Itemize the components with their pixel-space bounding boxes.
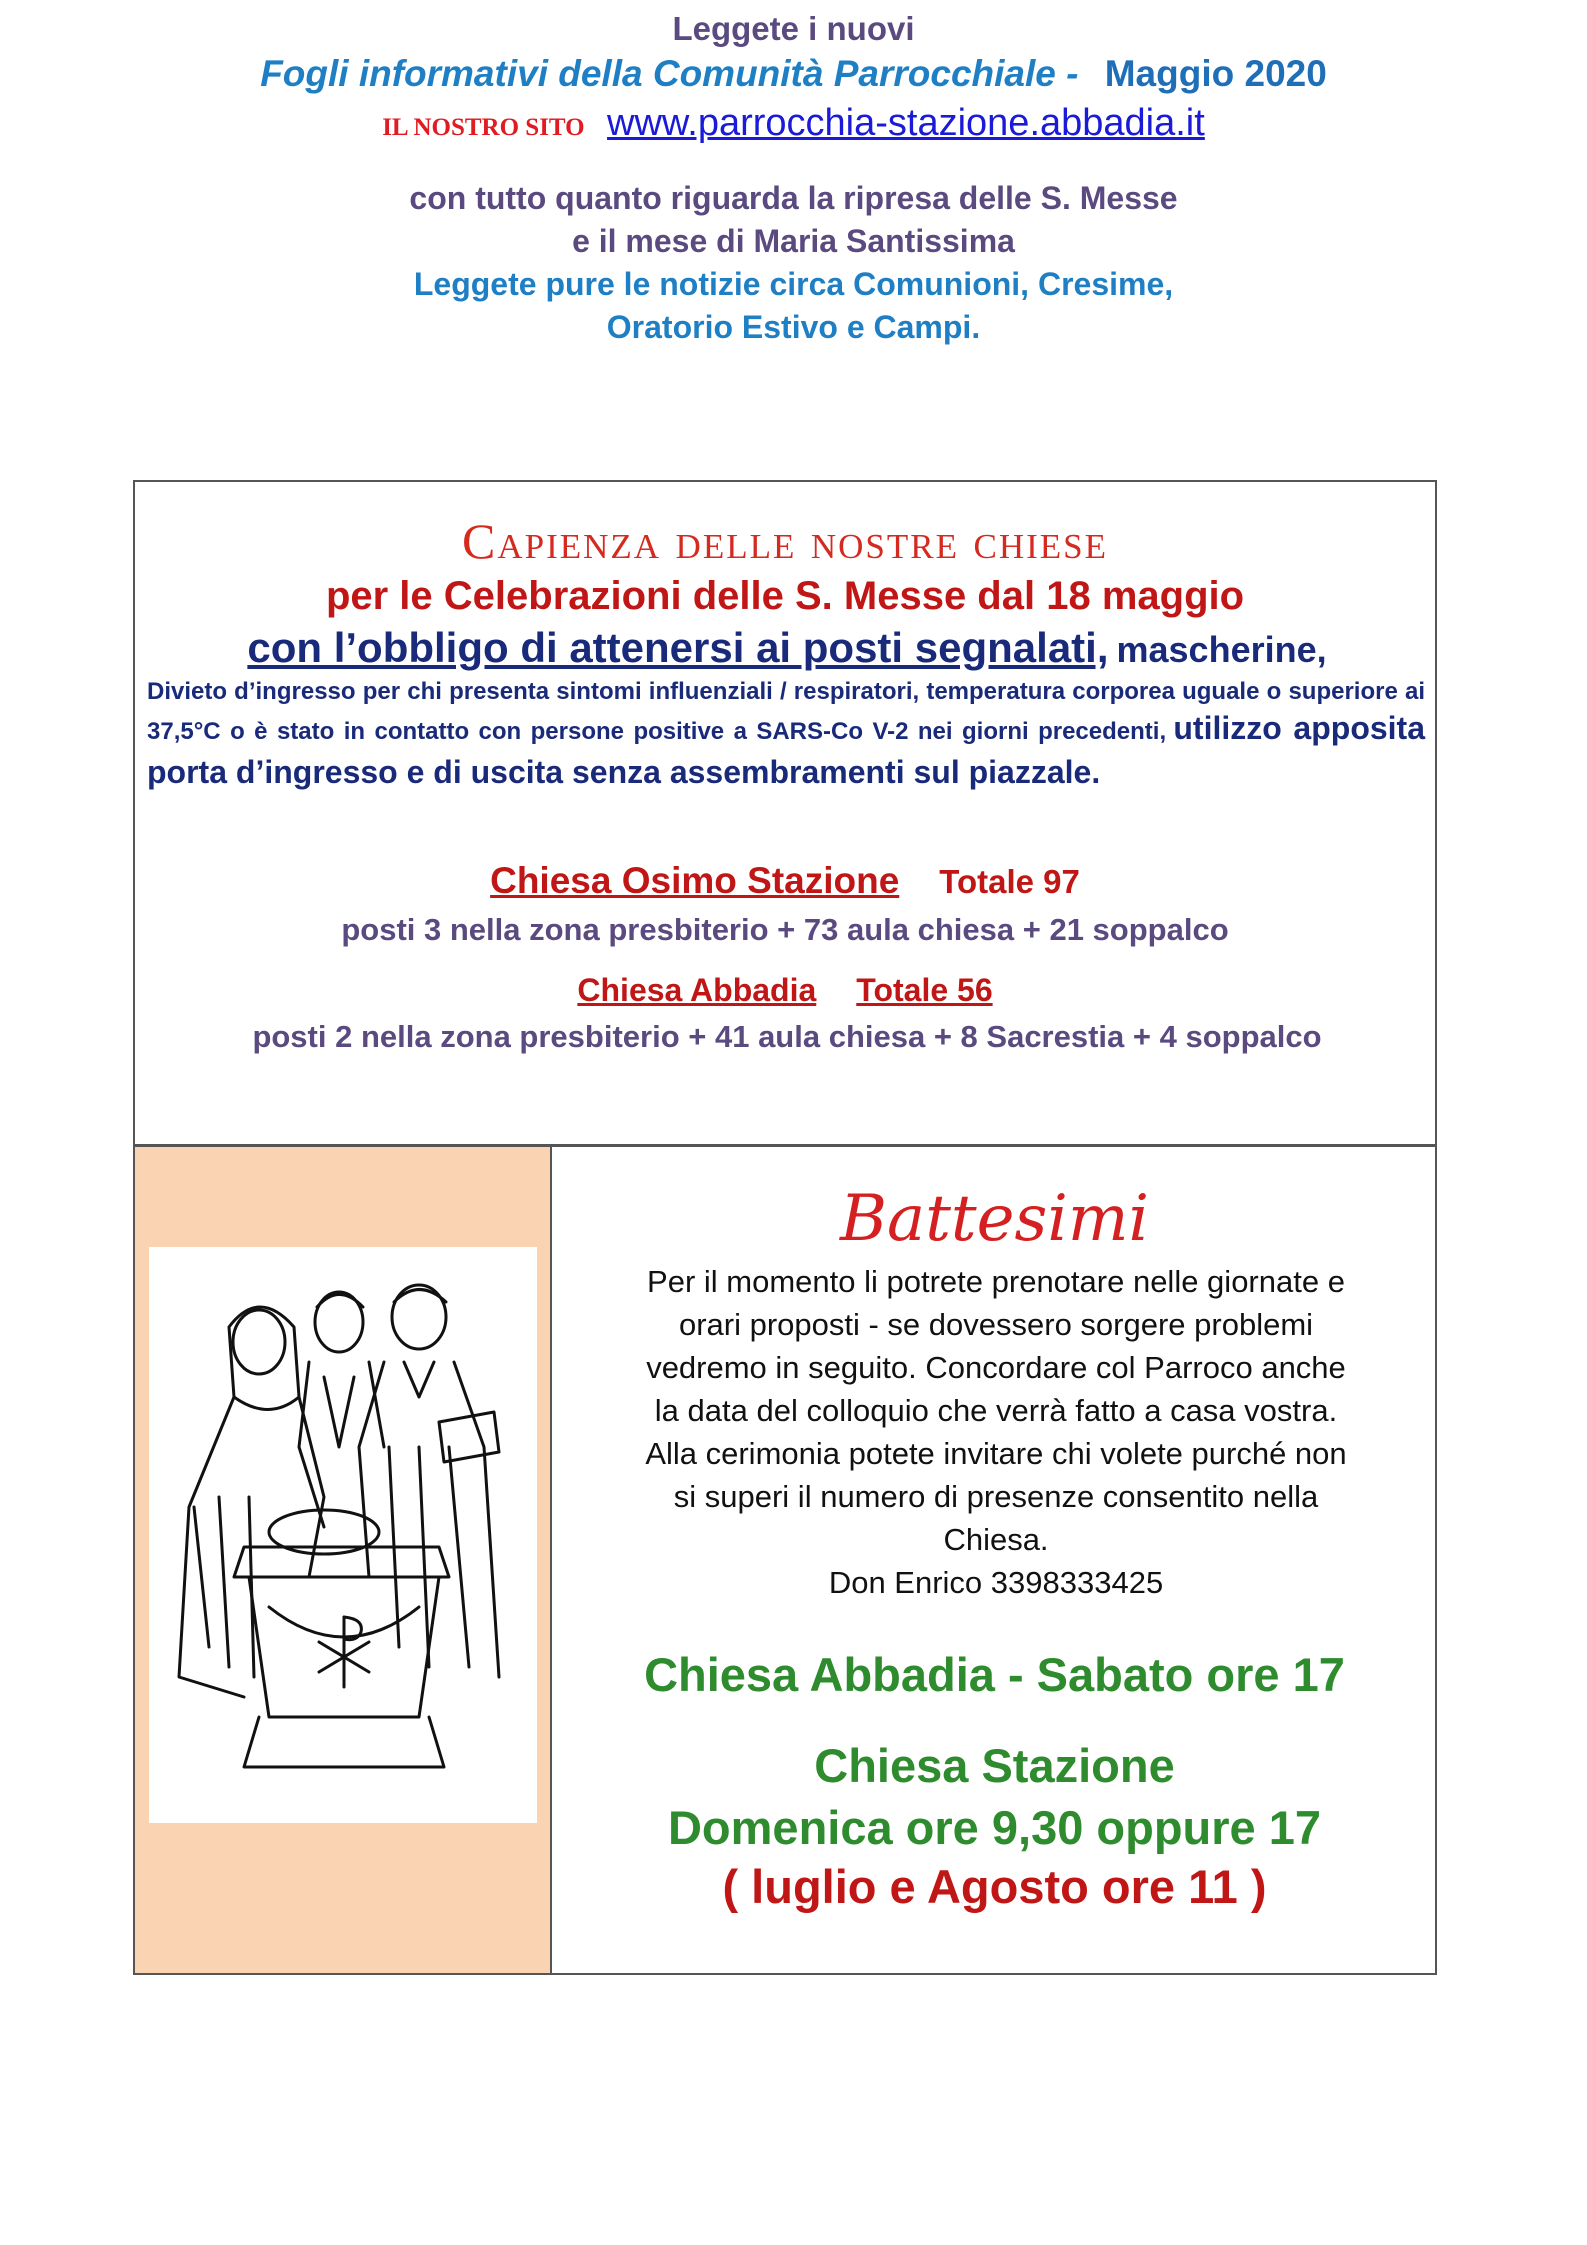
header-news-line2: Oratorio Estivo e Campi.	[606, 309, 981, 345]
battesimi-text-line: vedremo in seguito. Concordare col Parroco anche	[646, 1350, 1346, 1385]
site-line	[0, 102, 1587, 145]
baptism-illustration	[149, 1247, 537, 1823]
church-abbadia-name: Chiesa Abbadia	[577, 972, 817, 1008]
church-osimo-total: Totale 97	[939, 863, 1080, 900]
battesimi-text-line: Alla cerimonia potete invitare chi volete purché non	[645, 1436, 1347, 1471]
battesimi-box	[133, 1145, 1437, 1975]
header-news-info	[0, 263, 1587, 349]
battesimi-title: Battesimi	[840, 1182, 1149, 1256]
divieto-text: Divieto d’ingresso per chi presenta sintomi influenziali / respiratori, temperatura corporea uguale o superiore ai 37,5°C o è stato in contatto con persone positive a SARS-Co V-2 nei giorni precedenti,	[147, 678, 1425, 745]
battesimi-text-line: si superi il numero di presenze consentito nella	[673, 1479, 1319, 1514]
schedule-stazione-times: Domenica ore 9,30 oppure 17	[667, 1801, 1322, 1854]
obligation-text: con l’obbligo di attenersi ai posti segnalati,	[247, 624, 1109, 671]
header-month: Maggio 2020	[1104, 53, 1327, 94]
battesimi-text-line: Per il momento li potrete prenotare nelle giornate e	[647, 1264, 1345, 1299]
church-osimo-heading	[135, 860, 1435, 902]
battesimi-contact: Don Enrico 3398333425	[828, 1565, 1164, 1600]
battesimi-text	[560, 1260, 1432, 1604]
church-abbadia-posti: posti 2 nella zona presbiterio + 41 aula chiesa + 8 Sacrestia + 4 soppalco	[252, 1019, 1322, 1054]
site-label: IL NOSTRO SITO	[382, 114, 585, 141]
schedule-stazione-name: Chiesa Stazione	[814, 1739, 1175, 1792]
schedule-abbadia: Chiesa Abbadia - Sabato ore 17	[644, 1648, 1345, 1701]
battesimi-text-line: Chiesa.	[943, 1522, 1049, 1557]
church-osimo-posti: posti 3 nella zona presbiterio + 73 aula chiesa + 21 soppalco	[341, 912, 1229, 947]
church-osimo-name: Chiesa Osimo Stazione	[490, 860, 900, 901]
capienza-obligation	[147, 624, 1427, 672]
schedule-stazione	[552, 1735, 1437, 1859]
capienza-title: Capienza delle nostre chiese	[462, 513, 1108, 569]
illustration-panel	[135, 1147, 552, 1973]
header-title-text: Fogli informativi della Comunità Parrocchiale -	[260, 53, 1079, 94]
masks-text: mascherine,	[1116, 629, 1327, 670]
church-abbadia-heading	[135, 972, 1435, 1009]
header-messe-line1: con tutto quanto riguarda la ripresa delle S. Messe	[409, 180, 1178, 216]
battesimi-text-line: orari proposti - se dovessero sorgere problemi	[678, 1307, 1314, 1342]
site-link[interactable]: www.parrocchia-stazione.abbadia.it	[607, 102, 1205, 144]
utilizzo-text: utilizzo apposita porta d’ingresso e di uscita senza assembramenti sul piazzale.	[147, 710, 1426, 790]
header-messe-info	[0, 177, 1587, 263]
capienza-box	[133, 480, 1437, 1146]
header-news-line1: Leggete pure le notizie circa Comunioni, Cresime,	[413, 266, 1174, 302]
schedule-summer: ( luglio e Agosto ore 11 )	[722, 1860, 1267, 1913]
header-messe-line2: e il mese di Maria Santissima	[572, 223, 1015, 259]
header-intro: Leggete i nuovi	[672, 10, 915, 47]
header-title	[0, 53, 1587, 95]
battesimi-text-line: la data del colloquio che verrà fatto a casa vostra.	[654, 1393, 1338, 1428]
church-abbadia-total: Totale 56	[856, 972, 993, 1008]
capienza-subtitle: per le Celebrazioni delle S. Messe dal 18 maggio	[325, 574, 1245, 618]
capienza-rules	[147, 677, 1425, 794]
